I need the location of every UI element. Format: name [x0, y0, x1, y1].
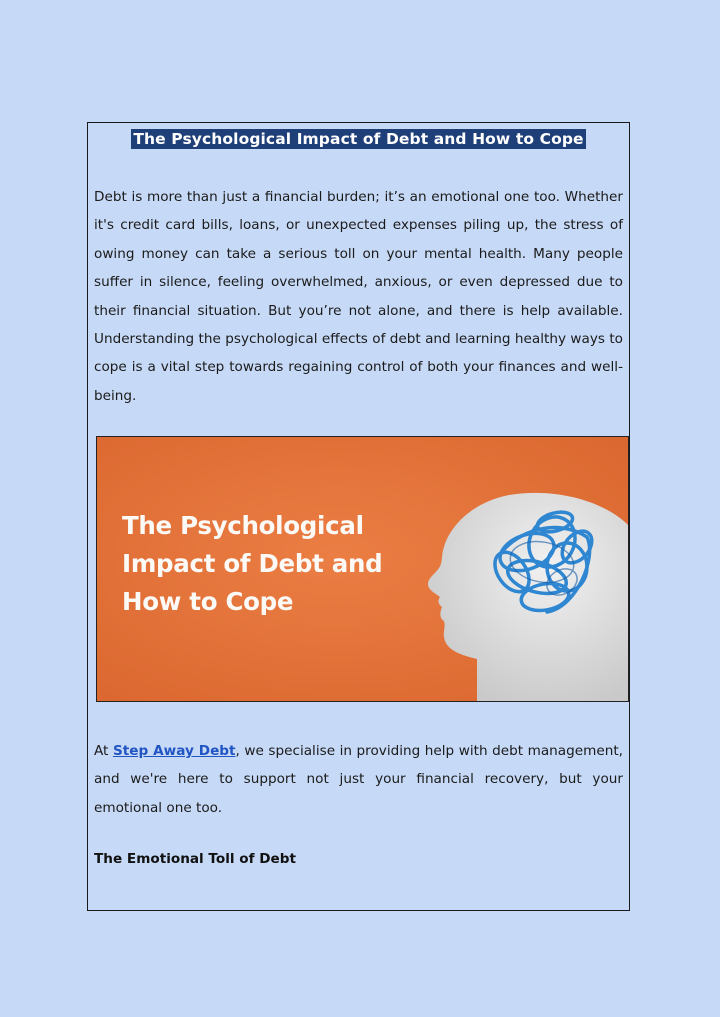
hero-caption-line: Impact of Debt and [122, 549, 383, 578]
document-title: The Psychological Impact of Debt and How to Cope [133, 130, 584, 148]
paragraph-text: At [94, 743, 113, 759]
intro-paragraph: Debt is more than just a financial burden; it’s an emotional one too. Whether it's credit card bills, loans, or unexpected expenses piling up, the stress of owing money can take a serious toll on your mental health. Many people suffer in silence, feeling overwhelmed, anxious, or even depressed due to their financial situation. But you’re not alone, and there is help available. Understanding the psychological effects of debt and learning healthy ways to cope is a vital step towards regaining control of both your finances and well-being. [94, 189, 623, 404]
services-paragraph [94, 737, 623, 822]
paragraph-text: , we specialise in providing help with debt management, and we're here to support not just your financial recovery, but your emotional one too. [94, 743, 623, 816]
step-away-debt-link[interactable]: Step Away Debt [112, 743, 236, 759]
hero-image [96, 436, 629, 702]
hero-caption-line: The Psychological [122, 511, 364, 540]
hero-caption-line: How to Cope [122, 587, 294, 616]
hero-caption [122, 507, 382, 621]
section-heading: The Emotional Toll of Debt [94, 851, 297, 867]
document-page [87, 122, 630, 911]
